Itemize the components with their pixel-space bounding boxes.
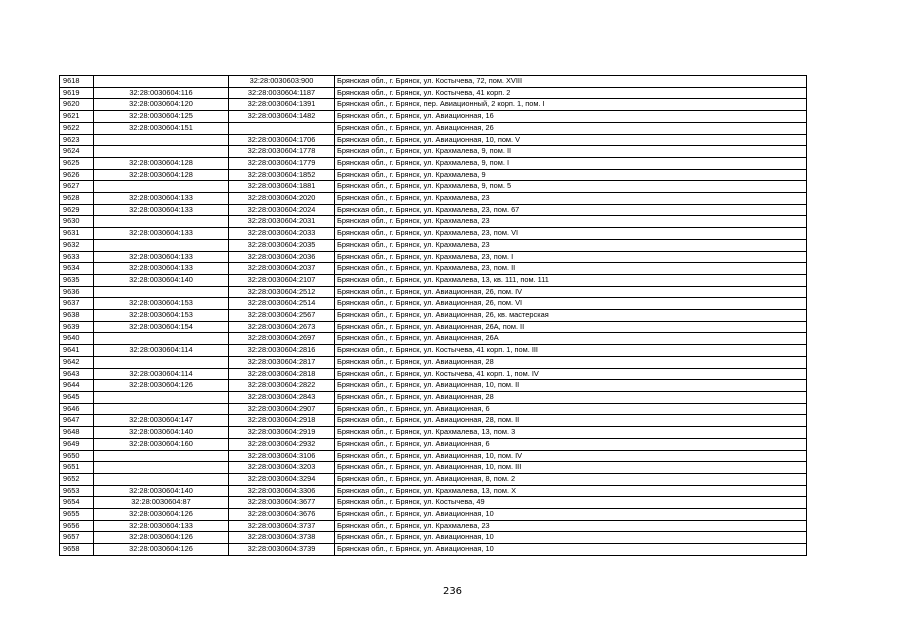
cadastral-number-cell: 32:28:0030604:2697 bbox=[229, 333, 335, 345]
cadastral-number-cell: 32:28:0030604:1482 bbox=[229, 111, 335, 123]
row-number-cell: 9652 bbox=[60, 473, 94, 485]
row-number-cell: 9632 bbox=[60, 239, 94, 251]
row-number-cell: 9643 bbox=[60, 368, 94, 380]
address-cell: Брянская обл., г. Брянск, ул. Костычева, 49 bbox=[335, 497, 807, 509]
table-row bbox=[60, 473, 807, 485]
row-number-cell: 9636 bbox=[60, 286, 94, 298]
table-row bbox=[60, 415, 807, 427]
cadastral-number-cell: 32:28:0030603:900 bbox=[229, 76, 335, 88]
parent-cadastral-number-cell bbox=[94, 356, 229, 368]
register-table bbox=[59, 75, 807, 556]
address-cell: Брянская обл., г. Брянск, ул. Крахмалева, 23 bbox=[335, 239, 807, 251]
table-row bbox=[60, 204, 807, 216]
address-cell: Брянская обл., г. Брянск, ул. Крахмалева, 13, пом. X bbox=[335, 485, 807, 497]
row-number-cell: 9647 bbox=[60, 415, 94, 427]
row-number-cell: 9655 bbox=[60, 509, 94, 521]
address-cell: Брянская обл., г. Брянск, ул. Крахмалева, 9, пом. 5 bbox=[335, 181, 807, 193]
cadastral-number-cell: 32:28:0030604:2035 bbox=[229, 239, 335, 251]
cadastral-number-cell: 32:28:0030604:1187 bbox=[229, 87, 335, 99]
parent-cadastral-number-cell: 32:28:0030604:120 bbox=[94, 99, 229, 111]
parent-cadastral-number-cell bbox=[94, 462, 229, 474]
cadastral-number-cell: 32:28:0030604:1391 bbox=[229, 99, 335, 111]
address-cell: Брянская обл., г. Брянск, ул. Авиационная, 26А, пом. II bbox=[335, 321, 807, 333]
parent-cadastral-number-cell bbox=[94, 286, 229, 298]
table-row bbox=[60, 274, 807, 286]
address-cell: Брянская обл., г. Брянск, ул. Авиационная, 28, пом. II bbox=[335, 415, 807, 427]
parent-cadastral-number-cell: 32:28:0030604:125 bbox=[94, 111, 229, 123]
table-row bbox=[60, 427, 807, 439]
cadastral-number-cell bbox=[229, 122, 335, 134]
cadastral-number-cell: 32:28:0030604:2031 bbox=[229, 216, 335, 228]
cadastral-number-cell: 32:28:0030604:3203 bbox=[229, 462, 335, 474]
address-cell: Брянская обл., г. Брянск, ул. Авиационная, 10, пом. IV bbox=[335, 450, 807, 462]
cadastral-number-cell: 32:28:0030604:1778 bbox=[229, 146, 335, 158]
address-cell: Брянская обл., г. Брянск, ул. Костычева, 72, пом. XVIII bbox=[335, 76, 807, 88]
table-row bbox=[60, 134, 807, 146]
cadastral-number-cell: 32:28:0030604:2033 bbox=[229, 228, 335, 240]
row-number-cell: 9654 bbox=[60, 497, 94, 509]
table-row bbox=[60, 532, 807, 544]
table-row bbox=[60, 462, 807, 474]
address-cell: Брянская обл., г. Брянск, ул. Авиационная, 26А bbox=[335, 333, 807, 345]
parent-cadastral-number-cell: 32:28:0030604:116 bbox=[94, 87, 229, 99]
table-row bbox=[60, 438, 807, 450]
page-number: 236 bbox=[442, 586, 463, 597]
table-row bbox=[60, 111, 807, 123]
parent-cadastral-number-cell bbox=[94, 450, 229, 462]
row-number-cell: 9657 bbox=[60, 532, 94, 544]
parent-cadastral-number-cell bbox=[94, 473, 229, 485]
row-number-cell: 9635 bbox=[60, 274, 94, 286]
parent-cadastral-number-cell: 32:28:0030604:160 bbox=[94, 438, 229, 450]
cadastral-number-cell: 32:28:0030604:2822 bbox=[229, 380, 335, 392]
cadastral-number-cell: 32:28:0030604:1706 bbox=[229, 134, 335, 146]
address-cell: Брянская обл., г. Брянск, ул. Крахмалева, 9, пом. I bbox=[335, 157, 807, 169]
address-cell: Брянская обл., г. Брянск, ул. Костычева, 41 корп. 2 bbox=[335, 87, 807, 99]
address-cell: Брянская обл., г. Брянск, ул. Крахмалева, 13, пом. 3 bbox=[335, 427, 807, 439]
cadastral-number-cell: 32:28:0030604:2816 bbox=[229, 345, 335, 357]
cadastral-number-cell: 32:28:0030604:2107 bbox=[229, 274, 335, 286]
row-number-cell: 9638 bbox=[60, 310, 94, 322]
address-cell: Брянская обл., г. Брянск, ул. Авиационная, 26, кв. мастерская bbox=[335, 310, 807, 322]
parent-cadastral-number-cell: 32:28:0030604:128 bbox=[94, 169, 229, 181]
row-number-cell: 9630 bbox=[60, 216, 94, 228]
parent-cadastral-number-cell: 32:28:0030604:133 bbox=[94, 263, 229, 275]
table-row bbox=[60, 520, 807, 532]
cadastral-number-cell: 32:28:0030604:3106 bbox=[229, 450, 335, 462]
address-cell: Брянская обл., г. Брянск, ул. Авиационная, 10, пом. III bbox=[335, 462, 807, 474]
cadastral-number-cell: 32:28:0030604:3677 bbox=[229, 497, 335, 509]
parent-cadastral-number-cell: 32:28:0030604:147 bbox=[94, 415, 229, 427]
row-number-cell: 9641 bbox=[60, 345, 94, 357]
parent-cadastral-number-cell bbox=[94, 391, 229, 403]
parent-cadastral-number-cell bbox=[94, 76, 229, 88]
address-cell: Брянская обл., г. Брянск, ул. Авиационная, 16 bbox=[335, 111, 807, 123]
address-cell: Брянская обл., г. Брянск, ул. Крахмалева, 23 bbox=[335, 193, 807, 205]
address-cell: Брянская обл., г. Брянск, ул. Авиационная, 6 bbox=[335, 403, 807, 415]
table-row bbox=[60, 157, 807, 169]
address-cell: Брянская обл., г. Брянск, ул. Крахмалева, 23, пом. I bbox=[335, 251, 807, 263]
cadastral-number-cell: 32:28:0030604:2514 bbox=[229, 298, 335, 310]
address-cell: Брянская обл., г. Брянск, ул. Авиационная, 26, пом. VI bbox=[335, 298, 807, 310]
row-number-cell: 9648 bbox=[60, 427, 94, 439]
address-cell: Брянская обл., г. Брянск, ул. Крахмалева, 23, пом. VI bbox=[335, 228, 807, 240]
table-row bbox=[60, 87, 807, 99]
row-number-cell: 9645 bbox=[60, 391, 94, 403]
address-cell: Брянская обл., г. Брянск, ул. Крахмалева, 23 bbox=[335, 216, 807, 228]
table-row bbox=[60, 321, 807, 333]
row-number-cell: 9637 bbox=[60, 298, 94, 310]
address-cell: Брянская обл., г. Брянск, ул. Авиационная, 26, пом. IV bbox=[335, 286, 807, 298]
address-cell: Брянская обл., г. Брянск, ул. Крахмалева, 9, пом. II bbox=[335, 146, 807, 158]
address-cell: Брянская обл., г. Брянск, ул. Авиационная, 6 bbox=[335, 438, 807, 450]
address-cell: Брянская обл., г. Брянск, ул. Авиационная, 26 bbox=[335, 122, 807, 134]
table-row bbox=[60, 216, 807, 228]
parent-cadastral-number-cell: 32:28:0030604:128 bbox=[94, 157, 229, 169]
parent-cadastral-number-cell: 32:28:0030604:114 bbox=[94, 345, 229, 357]
table-row bbox=[60, 356, 807, 368]
address-cell: Брянская обл., г. Брянск, ул. Крахмалева, 23, пом. II bbox=[335, 263, 807, 275]
parent-cadastral-number-cell: 32:28:0030604:114 bbox=[94, 368, 229, 380]
cadastral-number-cell: 32:28:0030604:3739 bbox=[229, 544, 335, 556]
table-row bbox=[60, 380, 807, 392]
parent-cadastral-number-cell: 32:28:0030604:133 bbox=[94, 251, 229, 263]
address-cell: Брянская обл., г. Брянск, ул. Авиационная, 28 bbox=[335, 356, 807, 368]
cadastral-number-cell: 32:28:0030604:3306 bbox=[229, 485, 335, 497]
row-number-cell: 9640 bbox=[60, 333, 94, 345]
row-number-cell: 9622 bbox=[60, 122, 94, 134]
cadastral-number-cell: 32:28:0030604:2673 bbox=[229, 321, 335, 333]
row-number-cell: 9644 bbox=[60, 380, 94, 392]
table-row bbox=[60, 99, 807, 111]
parent-cadastral-number-cell: 32:28:0030604:133 bbox=[94, 228, 229, 240]
address-cell: Брянская обл., г. Брянск, ул. Крахмалева, 9 bbox=[335, 169, 807, 181]
address-cell: Брянская обл., г. Брянск, ул. Костычева, 41 корп. 1, пом. III bbox=[335, 345, 807, 357]
row-number-cell: 9619 bbox=[60, 87, 94, 99]
table-row bbox=[60, 450, 807, 462]
table-row bbox=[60, 310, 807, 322]
parent-cadastral-number-cell bbox=[94, 134, 229, 146]
address-cell: Брянская обл., г. Брянск, ул. Авиационная, 10 bbox=[335, 544, 807, 556]
cadastral-number-cell: 32:28:0030604:2024 bbox=[229, 204, 335, 216]
row-number-cell: 9626 bbox=[60, 169, 94, 181]
table-row bbox=[60, 497, 807, 509]
cadastral-number-cell: 32:28:0030604:2567 bbox=[229, 310, 335, 322]
cadastral-number-cell: 32:28:0030604:3294 bbox=[229, 473, 335, 485]
cadastral-number-cell: 32:28:0030604:3738 bbox=[229, 532, 335, 544]
row-number-cell: 9639 bbox=[60, 321, 94, 333]
table-row bbox=[60, 391, 807, 403]
row-number-cell: 9642 bbox=[60, 356, 94, 368]
address-cell: Брянская обл., г. Брянск, ул. Авиационная, 10, пом. V bbox=[335, 134, 807, 146]
parent-cadastral-number-cell: 32:28:0030604:154 bbox=[94, 321, 229, 333]
parent-cadastral-number-cell: 32:28:0030604:133 bbox=[94, 204, 229, 216]
table-row bbox=[60, 239, 807, 251]
table-row bbox=[60, 181, 807, 193]
table-row bbox=[60, 485, 807, 497]
row-number-cell: 9656 bbox=[60, 520, 94, 532]
address-cell: Брянская обл., г. Брянск, ул. Крахмалева, 23 bbox=[335, 520, 807, 532]
table-row bbox=[60, 286, 807, 298]
cadastral-number-cell: 32:28:0030604:2020 bbox=[229, 193, 335, 205]
row-number-cell: 9658 bbox=[60, 544, 94, 556]
cadastral-number-cell: 32:28:0030604:2037 bbox=[229, 263, 335, 275]
parent-cadastral-number-cell: 32:28:0030604:140 bbox=[94, 274, 229, 286]
cadastral-number-cell: 32:28:0030604:2818 bbox=[229, 368, 335, 380]
address-cell: Брянская обл., г. Брянск, ул. Костычева, 41 корп. 1, пом. IV bbox=[335, 368, 807, 380]
table-row bbox=[60, 544, 807, 556]
parent-cadastral-number-cell bbox=[94, 181, 229, 193]
cadastral-number-cell: 32:28:0030604:2512 bbox=[229, 286, 335, 298]
row-number-cell: 9629 bbox=[60, 204, 94, 216]
parent-cadastral-number-cell bbox=[94, 403, 229, 415]
register-table-body bbox=[60, 76, 807, 556]
row-number-cell: 9621 bbox=[60, 111, 94, 123]
parent-cadastral-number-cell: 32:28:0030604:126 bbox=[94, 532, 229, 544]
cadastral-number-cell: 32:28:0030604:2817 bbox=[229, 356, 335, 368]
row-number-cell: 9627 bbox=[60, 181, 94, 193]
address-cell: Брянская обл., г. Брянск, ул. Авиационная, 8, пом. 2 bbox=[335, 473, 807, 485]
parent-cadastral-number-cell: 32:28:0030604:153 bbox=[94, 298, 229, 310]
address-cell: Брянская обл., г. Брянск, ул. Крахмалева, 13, кв. 111, пом. 111 bbox=[335, 274, 807, 286]
cadastral-number-cell: 32:28:0030604:2932 bbox=[229, 438, 335, 450]
cadastral-number-cell: 32:28:0030604:1779 bbox=[229, 157, 335, 169]
address-cell: Брянская обл., г. Брянск, ул. Авиационная, 10 bbox=[335, 509, 807, 521]
row-number-cell: 9646 bbox=[60, 403, 94, 415]
row-number-cell: 9623 bbox=[60, 134, 94, 146]
row-number-cell: 9653 bbox=[60, 485, 94, 497]
row-number-cell: 9624 bbox=[60, 146, 94, 158]
parent-cadastral-number-cell: 32:28:0030604:133 bbox=[94, 520, 229, 532]
cadastral-number-cell: 32:28:0030604:2036 bbox=[229, 251, 335, 263]
row-number-cell: 9631 bbox=[60, 228, 94, 240]
parent-cadastral-number-cell: 32:28:0030604:133 bbox=[94, 193, 229, 205]
row-number-cell: 9625 bbox=[60, 157, 94, 169]
address-cell: Брянская обл., г. Брянск, ул. Авиационная, 10, пом. II bbox=[335, 380, 807, 392]
table-row bbox=[60, 146, 807, 158]
table-row bbox=[60, 403, 807, 415]
cadastral-number-cell: 32:28:0030604:1881 bbox=[229, 181, 335, 193]
table-row bbox=[60, 368, 807, 380]
address-cell: Брянская обл., г. Брянск, пер. Авиационный, 2 корп. 1, пом. I bbox=[335, 99, 807, 111]
parent-cadastral-number-cell: 32:28:0030604:126 bbox=[94, 380, 229, 392]
parent-cadastral-number-cell: 32:28:0030604:126 bbox=[94, 544, 229, 556]
parent-cadastral-number-cell: 32:28:0030604:140 bbox=[94, 427, 229, 439]
cadastral-number-cell: 32:28:0030604:1852 bbox=[229, 169, 335, 181]
row-number-cell: 9634 bbox=[60, 263, 94, 275]
table-row bbox=[60, 263, 807, 275]
table-row bbox=[60, 193, 807, 205]
parent-cadastral-number-cell: 32:28:0030604:151 bbox=[94, 122, 229, 134]
parent-cadastral-number-cell bbox=[94, 239, 229, 251]
row-number-cell: 9628 bbox=[60, 193, 94, 205]
parent-cadastral-number-cell bbox=[94, 333, 229, 345]
parent-cadastral-number-cell bbox=[94, 146, 229, 158]
table-row bbox=[60, 298, 807, 310]
row-number-cell: 9650 bbox=[60, 450, 94, 462]
table-row bbox=[60, 228, 807, 240]
address-cell: Брянская обл., г. Брянск, ул. Авиационная, 10 bbox=[335, 532, 807, 544]
cadastral-number-cell: 32:28:0030604:3676 bbox=[229, 509, 335, 521]
table-row bbox=[60, 345, 807, 357]
table-row bbox=[60, 333, 807, 345]
parent-cadastral-number-cell: 32:28:0030604:87 bbox=[94, 497, 229, 509]
table-row bbox=[60, 509, 807, 521]
table-row bbox=[60, 251, 807, 263]
cadastral-number-cell: 32:28:0030604:2907 bbox=[229, 403, 335, 415]
parent-cadastral-number-cell bbox=[94, 216, 229, 228]
table-row bbox=[60, 76, 807, 88]
row-number-cell: 9633 bbox=[60, 251, 94, 263]
row-number-cell: 9618 bbox=[60, 76, 94, 88]
address-cell: Брянская обл., г. Брянск, ул. Авиационная, 28 bbox=[335, 391, 807, 403]
row-number-cell: 9620 bbox=[60, 99, 94, 111]
cadastral-number-cell: 32:28:0030604:2918 bbox=[229, 415, 335, 427]
row-number-cell: 9649 bbox=[60, 438, 94, 450]
table-row bbox=[60, 122, 807, 134]
parent-cadastral-number-cell: 32:28:0030604:140 bbox=[94, 485, 229, 497]
row-number-cell: 9651 bbox=[60, 462, 94, 474]
address-cell: Брянская обл., г. Брянск, ул. Крахмалева, 23, пом. 67 bbox=[335, 204, 807, 216]
parent-cadastral-number-cell: 32:28:0030604:126 bbox=[94, 509, 229, 521]
cadastral-number-cell: 32:28:0030604:2919 bbox=[229, 427, 335, 439]
cadastral-number-cell: 32:28:0030604:3737 bbox=[229, 520, 335, 532]
cadastral-number-cell: 32:28:0030604:2843 bbox=[229, 391, 335, 403]
table-row bbox=[60, 169, 807, 181]
parent-cadastral-number-cell: 32:28:0030604:153 bbox=[94, 310, 229, 322]
